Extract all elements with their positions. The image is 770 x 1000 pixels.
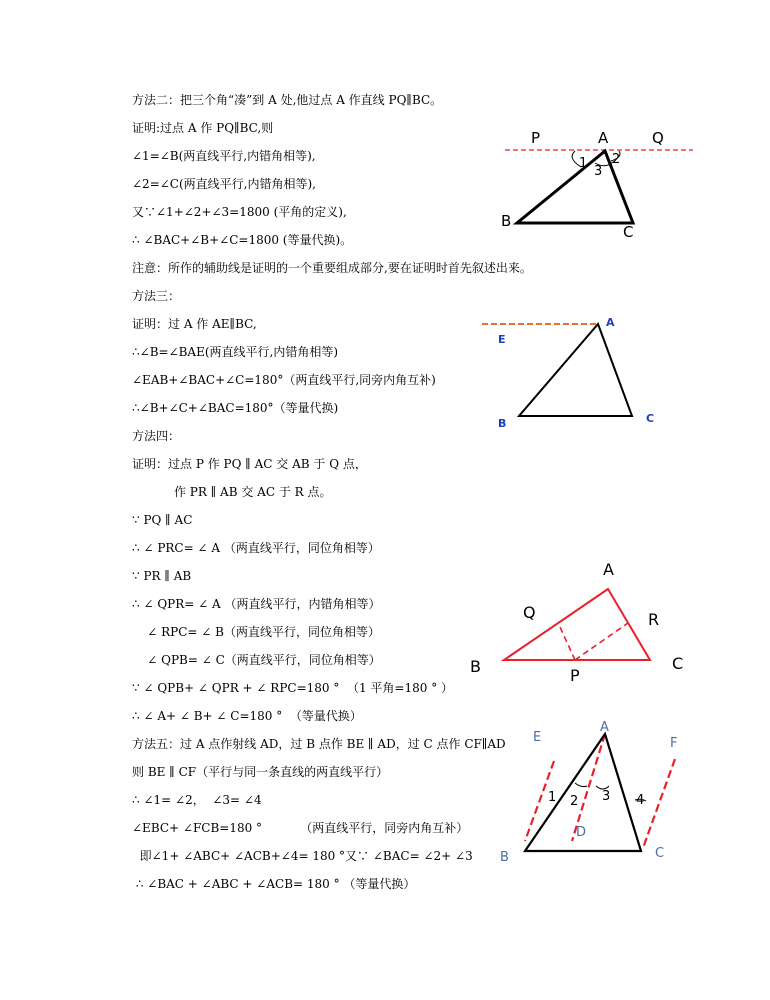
text-line: 证明：过 A 作 AE∥BC, [132, 317, 257, 331]
label-P: P [531, 129, 541, 147]
angle-1-label: 1 [548, 790, 557, 805]
label-B: B [500, 850, 509, 865]
text-line: ∴ ∠ QPR= ∠ A （两直线平行，内错角相等） [132, 597, 381, 611]
figure-method-4 [468, 555, 698, 690]
text-line: ∵ PQ ∥ AC [132, 513, 193, 527]
label-C: C [655, 846, 665, 861]
figure-method-5 [495, 718, 695, 868]
label-E: E [533, 730, 542, 745]
text-line: ∵ PR ∥ AB [132, 569, 192, 583]
angle-2-label: 2 [570, 794, 579, 809]
text-line: 证明：过点 P 作 PQ ∥ AC 交 AB 于 Q 点， [132, 457, 367, 471]
label-A: A [600, 720, 609, 735]
text-line: ∴ ∠ A+ ∠ B+ ∠ C=180 ° （等量代换） [132, 709, 362, 723]
label-C: C [672, 654, 684, 673]
text-line: ∴∠B+∠C+∠BAC=180°（等量代换) [132, 401, 339, 415]
text-line: ∵ ∠ QPB+ ∠ QPR + ∠ RPC=180 ° （1 平角=180 ° ） [132, 681, 454, 695]
text-line: 方法二：把三个角“凑”到 A 处,他过点 A 作直线 PQ∥BC。 [132, 93, 443, 107]
label-B: B [501, 212, 512, 230]
text-line: ∴ ∠BAC+∠B+∠C=1800 (等量代换)。 [132, 233, 353, 247]
text-line: ∴∠B=∠BAE(两直线平行,内错角相等) [132, 345, 339, 359]
figure-method-2 [495, 125, 700, 240]
text-line: 即∠1+ ∠ABC+ ∠ACB+∠4= 180 °又∵ ∠BAC= ∠2+ ∠3 [132, 849, 473, 863]
label-C: C [623, 223, 634, 240]
text-line: 注意：所作的辅助线是证明的一个重要组成部分,要在证明时首先叙述出来。 [132, 261, 532, 275]
text-line: ∠EBC+ ∠FCB=180 ° （两直线平行，同旁内角互补） [132, 821, 469, 835]
text-line: ∠1=∠B(两直线平行,内错角相等), [132, 149, 316, 163]
label-Q: Q [652, 129, 664, 147]
text-line: ∠ RPC= ∠ B（两直线平行，同位角相等） [132, 625, 380, 639]
label-Q: Q [523, 603, 536, 622]
label-A: A [598, 129, 609, 147]
text-line: ∴ ∠ PRC= ∠ A （两直线平行，同位角相等） [132, 541, 380, 555]
label-B: B [470, 657, 481, 676]
angle-2-label: 2 [612, 152, 621, 167]
label-E: E [498, 333, 506, 346]
angle-4-label: 4 [636, 793, 645, 808]
label-R: R [648, 610, 660, 629]
text-line: ∠EAB+∠BAC+∠C=180°（两直线平行,同旁内角互补) [132, 373, 436, 387]
label-D: D [576, 825, 587, 840]
angle-3-label: 3 [594, 164, 603, 179]
text-line: 方法四： [132, 429, 181, 443]
text-line: 证明:过点 A 作 PQ∥BC,则 [132, 121, 274, 135]
angle-1-label: 1 [579, 156, 588, 171]
text-line: 方法三： [132, 289, 181, 303]
label-A: A [606, 316, 615, 329]
label-A: A [603, 560, 614, 579]
label-P: P [570, 666, 580, 685]
label-B: B [498, 417, 507, 430]
text-line: ∠ QPB= ∠ C（两直线平行，同位角相等） [132, 653, 381, 667]
text-line: ∠2=∠C(两直线平行,内错角相等), [132, 177, 316, 191]
label-F: F [670, 736, 678, 751]
text-line: ∴ ∠BAC + ∠ABC + ∠ACB= 180 ° （等量代换） [132, 877, 416, 891]
label-C: C [646, 412, 655, 425]
text-line: 作 PR ∥ AB 交 AC 于 R 点。 [132, 485, 332, 499]
figure-method-3 [478, 310, 663, 435]
text-line: 则 BE ∥ CF（平行与同一条直线的两直线平行） [132, 765, 389, 779]
text-line: ∴ ∠1= ∠2， ∠3= ∠4 [132, 793, 262, 807]
text-line: 又∵∠1+∠2+∠3=1800 (平角的定义), [132, 205, 347, 219]
text-line: 方法五：过 A 点作射线 AD，过 B 点作 BE ∥ AD，过 C 点作 CF∥AD [132, 737, 506, 751]
angle-3-label: 3 [602, 789, 611, 804]
